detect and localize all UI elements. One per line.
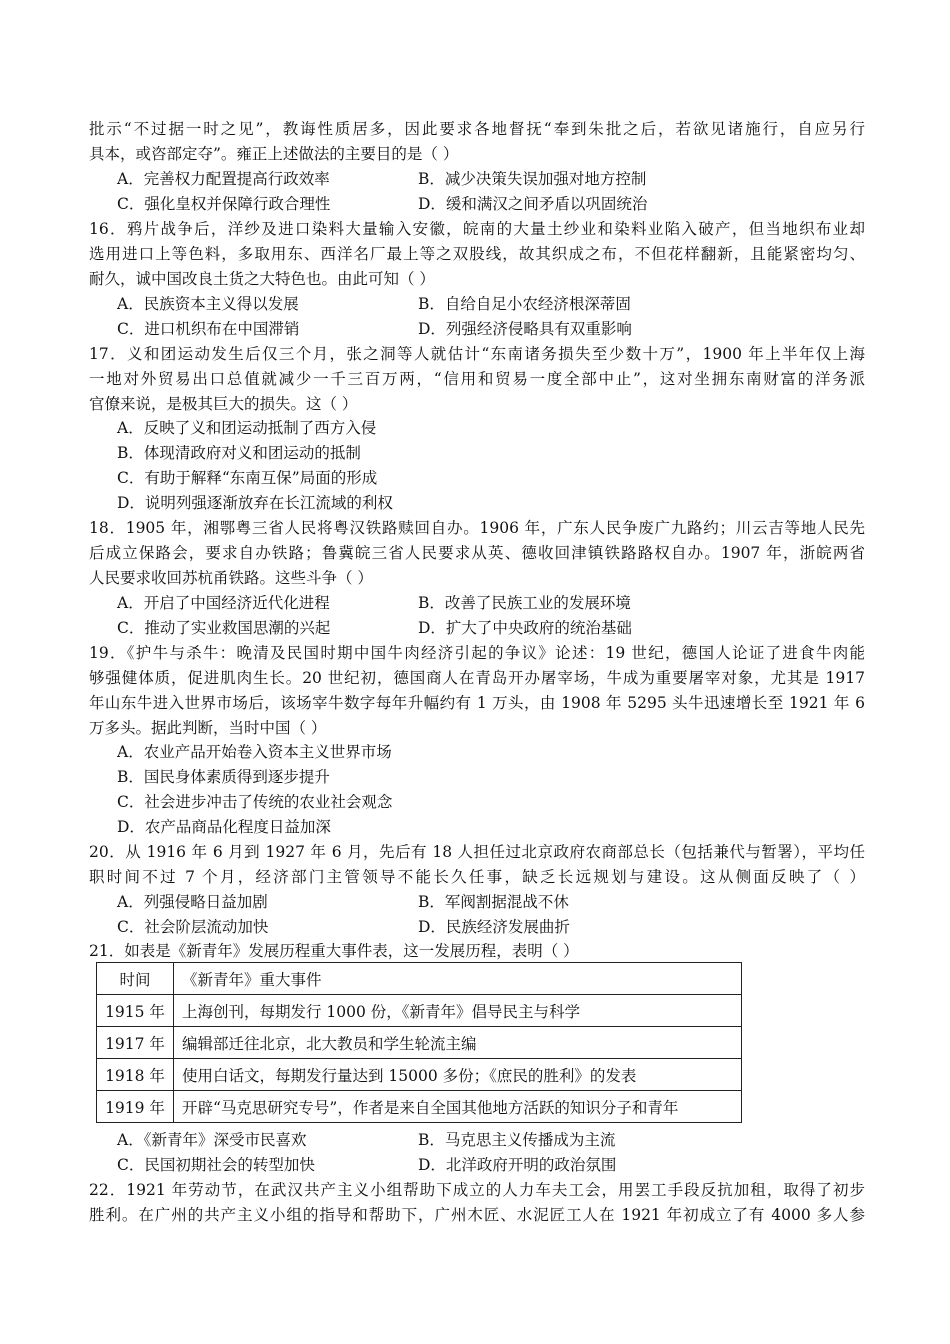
q19-text-line-4: 万多头。据此判断，当时中国（ ） (89, 719, 327, 737)
q15-text-line-1: 批示“不过据一时之见”，教诲性质居多，因此要求各地督抚“奉到朱批之后，若欲见诸施行，自应另行 (89, 120, 865, 138)
q20-option-b[interactable]: B．军阀割据混战不休 (418, 893, 569, 911)
table-header-cell: 《新青年》重大事件 (174, 963, 742, 995)
q16-option-b[interactable]: B．自给自足小农经济根深蒂固 (418, 295, 631, 313)
q19-text-line-3: 年山东牛进入世界市场后，该场宰牛数字每年升幅约有 1 万头，由 1908 年 5295 头牛迅速增长至 1921 年 6 (89, 694, 865, 712)
q17-option-c[interactable]: C．有助于解释“东南互保”局面的形成 (117, 469, 378, 487)
xinqingnian-events-table (96, 962, 742, 1123)
q19-option-a[interactable]: A．农业产品开始卷入资本主义世界市场 (117, 743, 392, 761)
table-row (97, 1059, 742, 1091)
q18-option-a[interactable]: A．开启了中国经济近代化进程 (117, 594, 330, 612)
q16-text-line-1: 16．鸦片战争后，洋纱及进口染料大量输入安徽，皖南的大量土纱业和染料业陷入破产，但当地织布业却 (89, 220, 865, 238)
q18-option-d[interactable]: D．扩大了中央政府的统治基础 (418, 619, 632, 637)
table-cell-event: 开辟“马克思研究专号”，作者是来自全国其他地方活跃的知识分子和青年 (174, 1091, 742, 1123)
q15-option-d[interactable]: D．缓和满汉之间矛盾以巩固统治 (418, 195, 648, 213)
table-cell-event: 上海创刊，每期发行 1000 份，《新青年》倡导民主与科学 (174, 995, 742, 1027)
table-cell-event: 编辑部迁往北京，北大教员和学生轮流主编 (174, 1027, 742, 1059)
table-cell-year: 1917 年 (97, 1027, 174, 1059)
q18-option-b[interactable]: B．改善了民族工业的发展环境 (418, 594, 631, 612)
q20-option-d[interactable]: D．民族经济发展曲折 (418, 918, 570, 936)
q22-text-line-1: 22．1921 年劳动节，在武汉共产主义小组帮助下成立的人力车夫工会，用罢工手段反抗加租，取得了初步 (89, 1181, 865, 1199)
q15-text-line-2: 具本，或咨部定夺”。雍正上述做法的主要目的是（ ） (89, 145, 459, 163)
table-row (97, 1091, 742, 1123)
table-cell-year: 1915 年 (97, 995, 174, 1027)
q17-option-d[interactable]: D．说明列强逐渐放弃在长江流域的利权 (117, 494, 393, 512)
table-row (97, 995, 742, 1027)
q21-option-b[interactable]: B．马克思主义传播成为主流 (418, 1131, 616, 1149)
q18-text-line-1: 18．1905 年，湘鄂粤三省人民将粤汉铁路赎回自办。1906 年，广东人民争废广九路约；川云吉等地人民先 (89, 519, 865, 537)
q19-option-d[interactable]: D．农产品商品化程度日益加深 (117, 818, 331, 836)
q20-option-a[interactable]: A．列强侵略日益加剧 (117, 893, 268, 911)
q15-option-c[interactable]: C．强化皇权并保障行政合理性 (117, 195, 331, 213)
q17-text-line-2: 一地对外贸易出口总值就减少一千三百万两，“信用和贸易一度全部中止”，这对坐拥东南财富的洋务派 (89, 370, 865, 388)
table-row (97, 1027, 742, 1059)
q18-text-line-3: 人民要求收回苏杭甬铁路。这些斗争（ ） (89, 569, 373, 587)
q22-text-line-2: 胜利。在广州的共产主义小组的指导和帮助下，广州木匠、水泥匠工人在 1921 年初成立了有 4000 多人参 (89, 1206, 865, 1224)
q15-option-a[interactable]: A．完善权力配置提高行政效率 (117, 170, 330, 188)
q19-text-line-1: 19．《护牛与杀牛：晚清及民国时期中国牛肉经济引起的争议》论述：19 世纪，德国人论证了进食牛肉能 (89, 644, 865, 662)
q19-text-line-2: 够强健体质，促进肌肉生长。20 世纪初，德国商人在青岛开办屠宰场，牛成为重要屠宰对象，尤其是 1917 (89, 669, 865, 687)
q17-text-line-3: 官僚来说，是极其巨大的损失。这（ ） (89, 395, 358, 413)
q18-option-c[interactable]: C．推动了实业救国思潮的兴起 (117, 619, 331, 637)
table-header-cell: 时间 (97, 963, 174, 995)
q15-option-b[interactable]: B．减少决策失误加强对地方控制 (418, 170, 647, 188)
q21-option-c[interactable]: C．民国初期社会的转型加快 (117, 1156, 315, 1174)
table-cell-year: 1918 年 (97, 1059, 174, 1091)
q17-text-line-1: 17．义和团运动发生后仅三个月，张之洞等人就估计“东南诸务损失至少数十万”，1900 年上半年仅上海 (89, 345, 865, 363)
q16-text-line-3: 耐久，诚中国改良土货之大特色也。由此可知（ ） (89, 270, 435, 288)
q21-text-line-1: 21．如表是《新青年》发展历程重大事件表，这一发展历程，表明（ ） (89, 942, 579, 960)
q16-option-d[interactable]: D．列强经济侵略具有双重影响 (418, 320, 632, 338)
q19-option-b[interactable]: B．国民身体素质得到逐步提升 (117, 768, 330, 786)
q20-text-line-2: 职时间不过 7 个月，经济部门主管领导不能长久任事，缺乏长远规划与建设。这从侧面反映了（ ） (89, 868, 865, 886)
q16-option-c[interactable]: C．进口机织布在中国滞销 (117, 320, 300, 338)
q20-option-c[interactable]: C．社会阶层流动加快 (117, 918, 269, 936)
table-header-row (97, 963, 742, 995)
q16-option-a[interactable]: A．民族资本主义得以发展 (117, 295, 299, 313)
q16-text-line-2: 选用进口上等色料，多取用东、西洋名厂最上等之双股线，故其织成之布，不但花样翻新，且能紧密均匀、 (89, 245, 865, 263)
table-cell-event: 使用白话文，每期发行量达到 15000 多份；《庶民的胜利》的发表 (174, 1059, 742, 1091)
q17-option-a[interactable]: A．反映了义和团运动抵制了西方入侵 (117, 419, 377, 437)
q21-option-a[interactable]: A．《新青年》深受市民喜欢 (117, 1131, 307, 1149)
q19-option-c[interactable]: C．社会进步冲击了传统的农业社会观念 (117, 793, 393, 811)
q21-option-d[interactable]: D．北洋政府开明的政治氛围 (418, 1156, 617, 1174)
table-cell-year: 1919 年 (97, 1091, 174, 1123)
q17-option-b[interactable]: B．体现清政府对义和团运动的抵制 (117, 444, 361, 462)
q18-text-line-2: 后成立保路会，要求自办铁路；鲁冀皖三省人民要求从英、德收回津镇铁路路权自办。1907 年，浙皖两省 (89, 544, 865, 562)
q20-text-line-1: 20．从 1916 年 6 月到 1927 年 6 月，先后有 18 人担任过北京政府农商部总长（包括兼代与暂署），平均任 (89, 843, 865, 861)
